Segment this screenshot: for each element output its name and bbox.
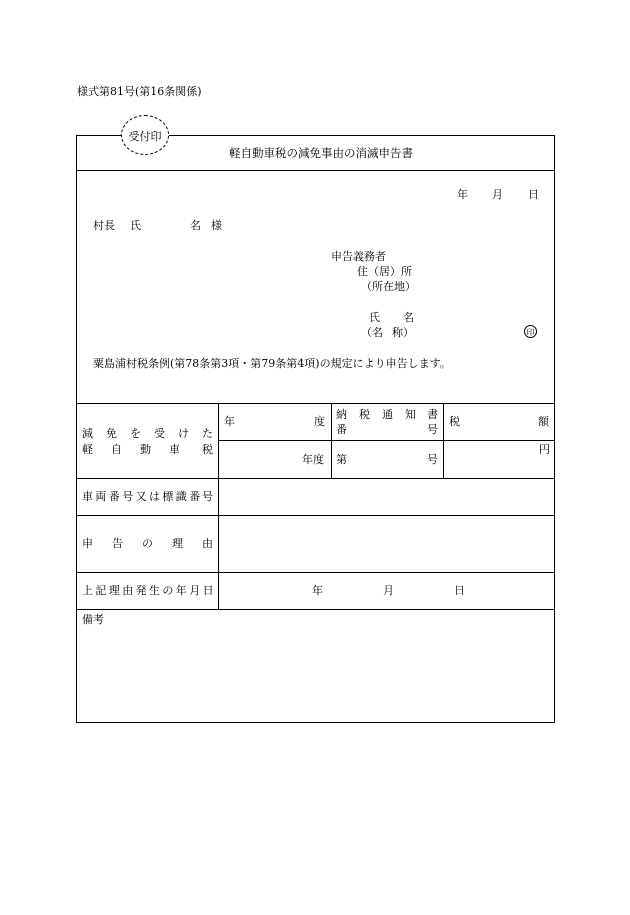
declarant-name-mei: 名 (403, 311, 414, 324)
declaration-text: 粟島浦村税条例(第78条第3項・第79条第4項)の規定により申告します。 (93, 357, 451, 370)
declarant-address-label: 住（居）所 (357, 265, 412, 278)
value-notice-go: 号 (427, 453, 438, 466)
occurrence-month: 月 (383, 584, 394, 597)
title-divider (76, 170, 555, 171)
header-nendo-do: 度 (314, 415, 325, 428)
row-divider-3 (76, 572, 555, 573)
row-divider-1 (76, 478, 555, 479)
header-divider (218, 440, 555, 441)
form-frame (76, 135, 555, 723)
value-notice-dai: 第 (336, 453, 347, 466)
addressee-mei: 名 (190, 219, 201, 232)
reception-stamp-area (121, 115, 169, 155)
declarant-heading: 申告義務者 (331, 250, 386, 263)
stamp-label: 受付印 (128, 130, 162, 143)
addressee-shi: 氏 (130, 219, 141, 232)
row-divider-4 (76, 609, 555, 610)
declarant-address-sub: （所在地） (361, 280, 416, 293)
table-top-line (76, 403, 555, 404)
seal-mark-icon: 印 (524, 325, 537, 338)
notice-column-line (443, 403, 444, 478)
header-notice-ban: 番 (336, 423, 347, 436)
addressee-prefix: 村長 (93, 219, 115, 232)
header-notice-go: 号 (427, 423, 438, 436)
header-nendo-nen: 年 (224, 415, 235, 428)
nendo-column-line (331, 403, 332, 478)
occurrence-date-label: 上記理由発生の年月日 (82, 584, 216, 597)
occurrence-day: 日 (454, 584, 465, 597)
header-amount-zei: 税 (449, 415, 460, 428)
date-day: 日 (528, 188, 539, 201)
declarant-name-sub-2: 称） (392, 326, 414, 339)
header-amount-gaku: 額 (538, 415, 549, 428)
occurrence-year: 年 (312, 584, 323, 597)
addressee-suffix: 様 (211, 219, 222, 232)
label-column-line (218, 403, 219, 609)
row-divider-2 (76, 515, 555, 516)
date-year: 年 (457, 188, 468, 201)
declarant-name-shi: 氏 (369, 311, 380, 324)
remarks-label: 備考 (82, 613, 104, 626)
declarant-name-sub-1: （名 (361, 326, 383, 339)
date-month: 月 (492, 188, 503, 201)
value-nendo: 年度 (302, 453, 324, 466)
form-title: 軽自動車税の減免事由の消滅申告書 (229, 146, 413, 160)
value-amount-unit: 円 (539, 443, 550, 456)
form-number: 様式第81号(第16条関係) (77, 85, 202, 98)
